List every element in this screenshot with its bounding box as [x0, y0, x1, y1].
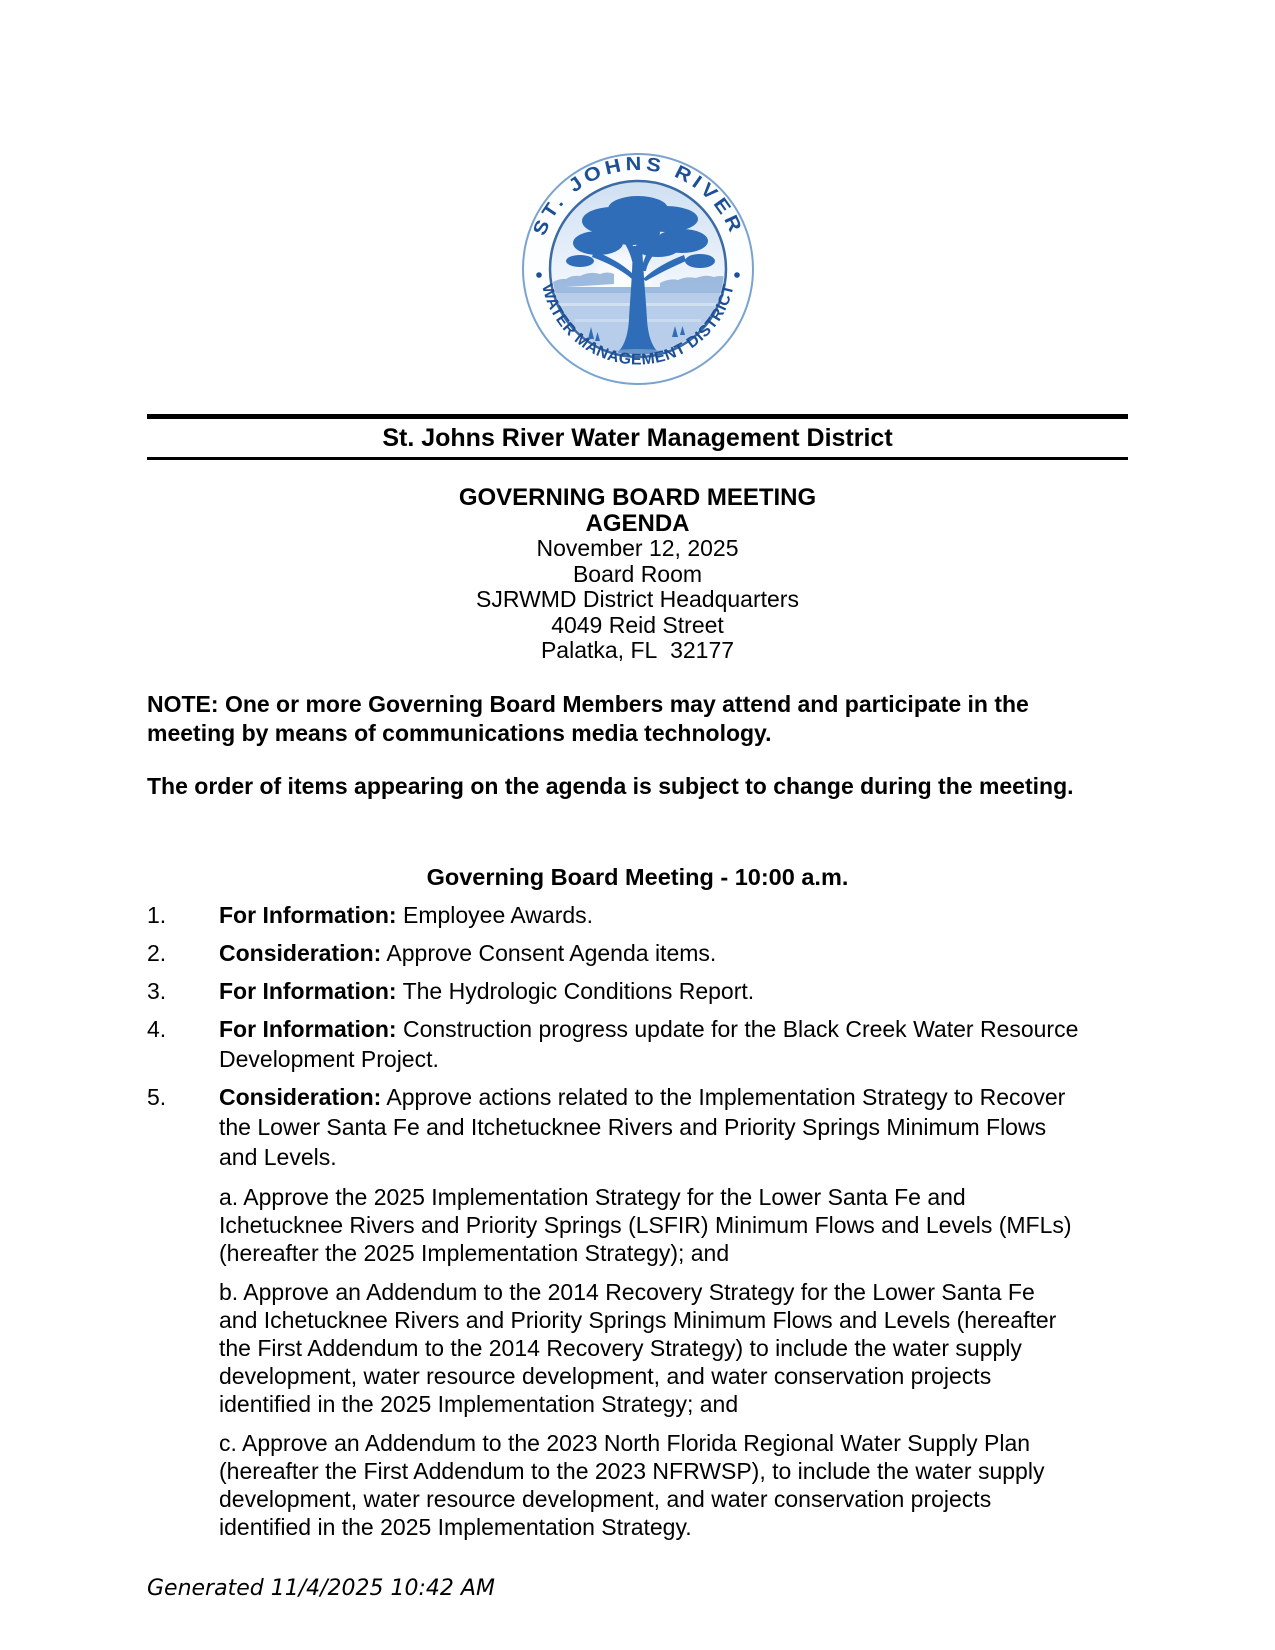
agenda-item-2	[147, 938, 1128, 968]
agenda-item-4	[147, 1014, 1128, 1074]
item-text: The Hydrologic Conditions Report.	[402, 977, 755, 1004]
order-change-paragraph: The order of items appearing on the agenda is subject to change during the meeting.	[147, 772, 1074, 799]
item-number: 3.	[147, 977, 167, 1004]
section-heading: Governing Board Meeting - 10:00 a.m.	[426, 863, 849, 890]
item-body	[219, 938, 1079, 968]
meeting-room: Board Room	[572, 560, 703, 587]
meeting-date: November 12, 2025	[536, 535, 739, 561]
meeting-title: GOVERNING BOARD MEETING	[458, 484, 817, 511]
item-label: Consideration:	[219, 1083, 382, 1110]
agenda-subitem-c: c. Approve an Addendum to the 2023 North Florida Regional Water Supply Plan (hereafter the First Addendum to the 2023 NFRWSP), to include the water supply development, water resource development, and water conservation projects identified in the 2025 Implementation Strategy.	[219, 1429, 1045, 1540]
meeting-building: SJRWMD District Headquarters	[476, 586, 799, 612]
item-body	[219, 1014, 1079, 1074]
agenda-subitem-a: a. Approve the 2025 Implementation Strategy for the Lower Santa Fe and Ichetucknee Rivers and Priority Springs (LSFIR) Minimum Flows and Levels (MFLs) (hereafter the 2025 Implementation Strategy); and	[219, 1183, 1072, 1266]
agenda-item-5	[147, 1082, 1128, 1541]
item-label: Consideration:	[219, 939, 382, 966]
item-label: For Information:	[219, 901, 397, 928]
item-body	[219, 976, 1079, 1006]
generated-timestamp: Generated 11/4/2025 10:42 AM	[147, 1576, 495, 1601]
item-number: 2.	[147, 939, 167, 966]
meeting-street: 4049 Reid Street	[551, 611, 724, 638]
item-number: 4.	[147, 1015, 167, 1042]
item-number: 1.	[147, 901, 167, 928]
ring-dot-right	[734, 272, 740, 278]
item-text: Employee Awards.	[402, 901, 594, 928]
item-body	[219, 1082, 1079, 1541]
meeting-header	[147, 485, 1128, 664]
item-body	[219, 900, 1079, 930]
note-paragraph: NOTE: One or more Governing Board Members may attend and participate in the meeting by means of communications media technology.	[147, 690, 1029, 746]
item-text: Construction progress update for the Black Creek Water Resource Development Project.	[219, 1015, 1079, 1072]
item-label: For Information:	[219, 977, 397, 1004]
item-number: 5.	[147, 1083, 167, 1110]
item-label: For Information:	[219, 1015, 397, 1042]
ring-text-top: ST. JOHNS RIVER	[528, 153, 746, 239]
banner-bottom-rule	[147, 457, 1128, 460]
agenda-list	[147, 900, 1128, 1541]
meeting-city: Palatka, FL 32177	[540, 637, 735, 663]
agenda-subitem-b: b. Approve an Addendum to the 2014 Recovery Strategy for the Lower Santa Fe and Ichetucknee Rivers and Priority Springs Minimum Flows and Levels (hereafter the First Addendum to the 2014 Recovery Strategy) to include the water supply development, water resource development, and water conservation projects identified in the 2025 Implementation Strategy; and	[219, 1278, 1057, 1417]
logo-container	[520, 0, 756, 387]
agenda-label: AGENDA	[585, 509, 690, 537]
agenda-item-1	[147, 900, 1128, 930]
agenda-item-3	[147, 976, 1128, 1006]
district-title: St. Johns River Water Management District	[382, 424, 893, 452]
ring-dot-left	[536, 272, 542, 278]
item-text: Approve actions related to the Implementation Strategy to Recover the Lower Santa Fe and Itchetucknee Rivers and Priority Springs Minimum Flows and Levels.	[219, 1083, 1066, 1170]
item-text: Approve Consent Agenda items.	[386, 939, 717, 966]
ring-text-bottom: WATER MANAGEMENT DISTRICT	[537, 282, 738, 369]
district-seal-logo	[520, 151, 756, 387]
